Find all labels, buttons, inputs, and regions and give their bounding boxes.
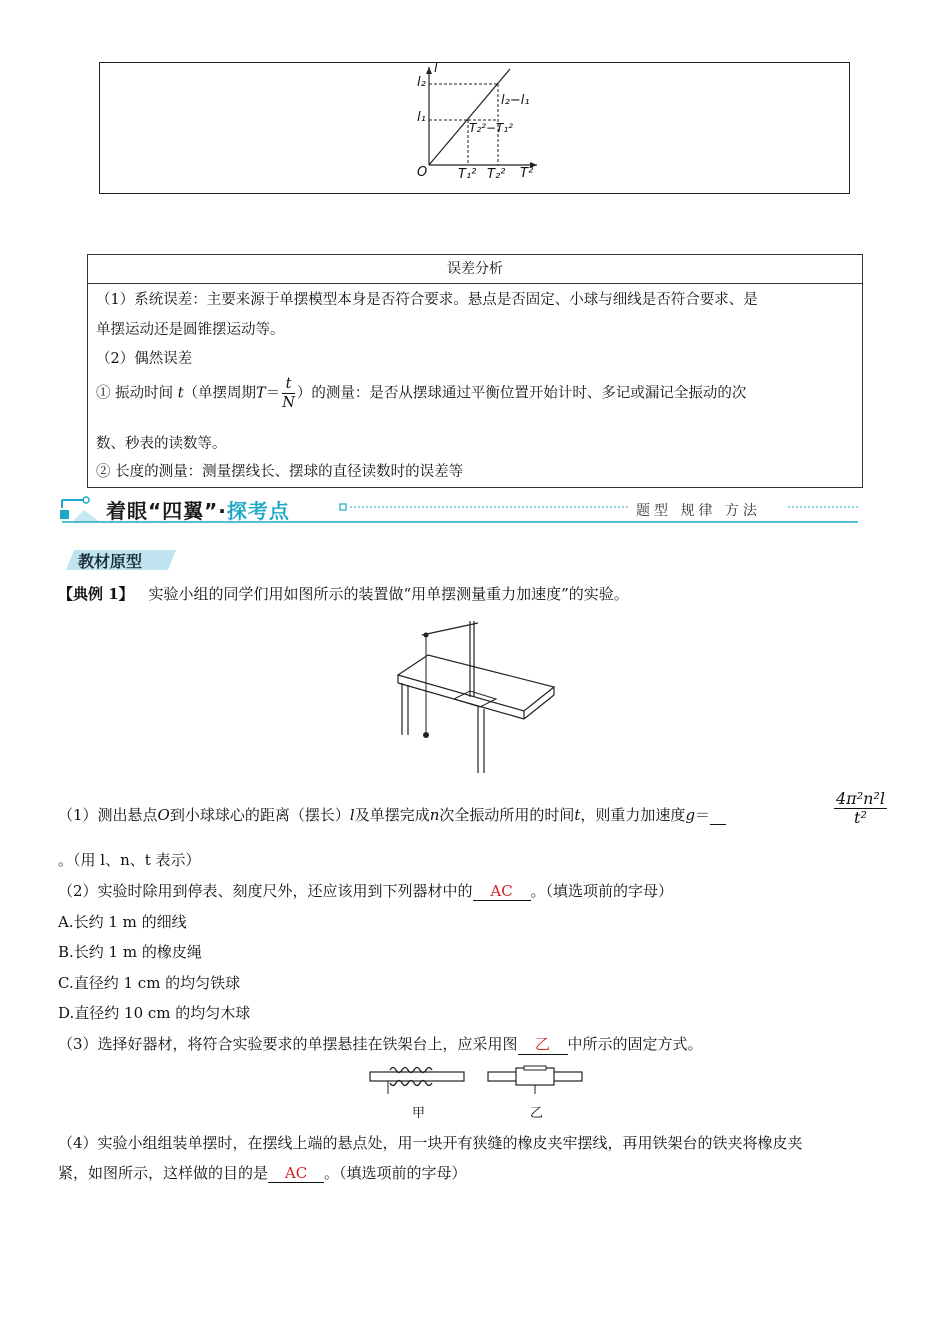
fixing-method-jia-figure: [368, 1064, 468, 1094]
q1-text-b: 到小球球心的距离（摆长）: [169, 806, 350, 824]
graph-l2-label: l₂: [417, 75, 426, 90]
period-fraction-den: N: [282, 395, 295, 411]
q4-text-b: 。（填选项前的字母）: [324, 1164, 467, 1182]
example-intro-text: 实验小组的同学们用如图所示的装置做“用单摆测量重力加速度”的实验。: [148, 585, 629, 603]
error-line-4-c: ）的测量：是否从摆球通过平衡位置开始计时、多记或漏记全振动的次: [296, 385, 747, 402]
q1-l: l: [349, 806, 355, 824]
error-line-1: （1）系统误差：主要来源于单摆模型本身是否符合要求。悬点是否固定、小球与细线是否符合要求、是: [96, 292, 758, 308]
q3-answer[interactable]: 乙: [518, 1033, 568, 1055]
graph-t2-label: T₂²: [487, 167, 506, 182]
error-analysis-table: [87, 254, 863, 488]
q4-text-a: 紧，如图所示，这样做的目的是: [58, 1164, 269, 1182]
q1-blank-lead: [710, 806, 726, 825]
q1-text-d: 次全振动所用的时间: [439, 806, 575, 824]
q1-t: t: [574, 806, 581, 824]
question-4-line-1: （4）实验小组组装单摆时，在摆线上端的悬点处，用一块开有狭缝的橡皮夹牢摆线，再用铁架台的铁夹将橡皮夹: [58, 1134, 803, 1152]
banner-title-c: 探考点: [226, 499, 290, 523]
q1-eq: ＝: [695, 806, 711, 824]
graph-l1-label: l₁: [417, 110, 426, 125]
error-line-4-a: ① 振动时间: [96, 385, 174, 402]
error-line-6: ② 长度的测量：测量摆线长、摆球的直径读数时的误差等: [96, 464, 464, 480]
graph-dt-label: T₂²−T₁²: [469, 121, 513, 135]
error-line-2: 单摆运动还是圆锥摆运动等。: [96, 322, 285, 338]
graph-dl-label: l₂−l₁: [501, 93, 530, 108]
q1-answer-fraction[interactable]: [834, 790, 887, 827]
graph-x-axis-label: T²: [520, 166, 534, 181]
q1-tail: 。（用 l、n、t 表示）: [58, 851, 201, 869]
period-fraction-num: t: [282, 375, 295, 394]
example-intro: [58, 583, 629, 604]
question-1: [58, 804, 726, 825]
q1-O: O: [157, 806, 170, 824]
q3-text-a: （3）选择好器材，将符合实验要求的单摆悬挂在铁架台上，应采用图: [58, 1035, 518, 1053]
q1-n: n: [429, 806, 440, 824]
q1-answer-den: t²: [854, 808, 867, 827]
q1-text-a: （1）测出悬点: [58, 806, 158, 824]
q2-option-a: A.长约 1 m 的细线: [58, 913, 187, 931]
fixing-method-yi-figure: [486, 1064, 586, 1094]
q2-option-d: D.直径约 10 cm 的均匀木球: [58, 1004, 251, 1022]
banner-title-b: “四翼”: [148, 499, 219, 523]
banner-dot: ·: [218, 499, 227, 523]
error-line-3: （2）偶然误差: [96, 351, 193, 367]
graph-origin-label: O: [417, 165, 428, 180]
error-line-4-T: T: [256, 385, 266, 402]
q2-option-c: C.直径约 1 cm 的均匀铁球: [58, 974, 241, 992]
error-line-4-t: t: [177, 385, 184, 402]
fig-label-jia: 甲: [412, 1106, 426, 1121]
q1-text-e: ，则重力加速度: [580, 806, 686, 824]
pendulum-apparatus-figure: [392, 617, 562, 777]
question-2: [58, 880, 673, 901]
graph-box: [99, 62, 850, 194]
graph-y-axis-label: l: [434, 61, 438, 76]
error-line-4: [96, 375, 746, 412]
q2-answer[interactable]: AC: [473, 882, 531, 901]
q2-text-b: 。（填选项前的字母）: [530, 882, 674, 900]
question-3: [58, 1033, 703, 1055]
q1-text-c: 及单摆完成: [354, 806, 430, 824]
banner-title-a: 着眼: [106, 499, 148, 523]
q4-answer[interactable]: AC: [268, 1164, 324, 1183]
q1-g: g: [685, 806, 696, 824]
fig-label-yi: 乙: [530, 1106, 544, 1121]
error-line-5: 数、秒表的读数等。: [96, 436, 227, 452]
error-line-4-b: （单摆周期: [183, 385, 257, 402]
error-line-4-eq: ＝: [265, 385, 281, 402]
q2-option-b: B.长约 1 m 的橡皮绳: [58, 943, 202, 961]
period-fraction: [282, 375, 295, 412]
section-label: 教材原型: [78, 552, 143, 571]
banner-right-label: 题型 规律 方法: [636, 503, 761, 519]
example-tag: 【典例 1】: [58, 585, 134, 603]
error-table-header: 误差分析: [88, 255, 862, 284]
q1-answer-num: 4π²n²l: [836, 789, 885, 808]
question-4-line-2: [58, 1162, 467, 1183]
q3-text-b: 中所示的固定方式。: [567, 1035, 703, 1053]
q2-text-a: （2）实验时除用到停表、刻度尺外，还应该用到下列器材中的: [58, 882, 473, 900]
graph-t1-label: T₁²: [458, 167, 477, 182]
banner-title: [106, 495, 290, 524]
